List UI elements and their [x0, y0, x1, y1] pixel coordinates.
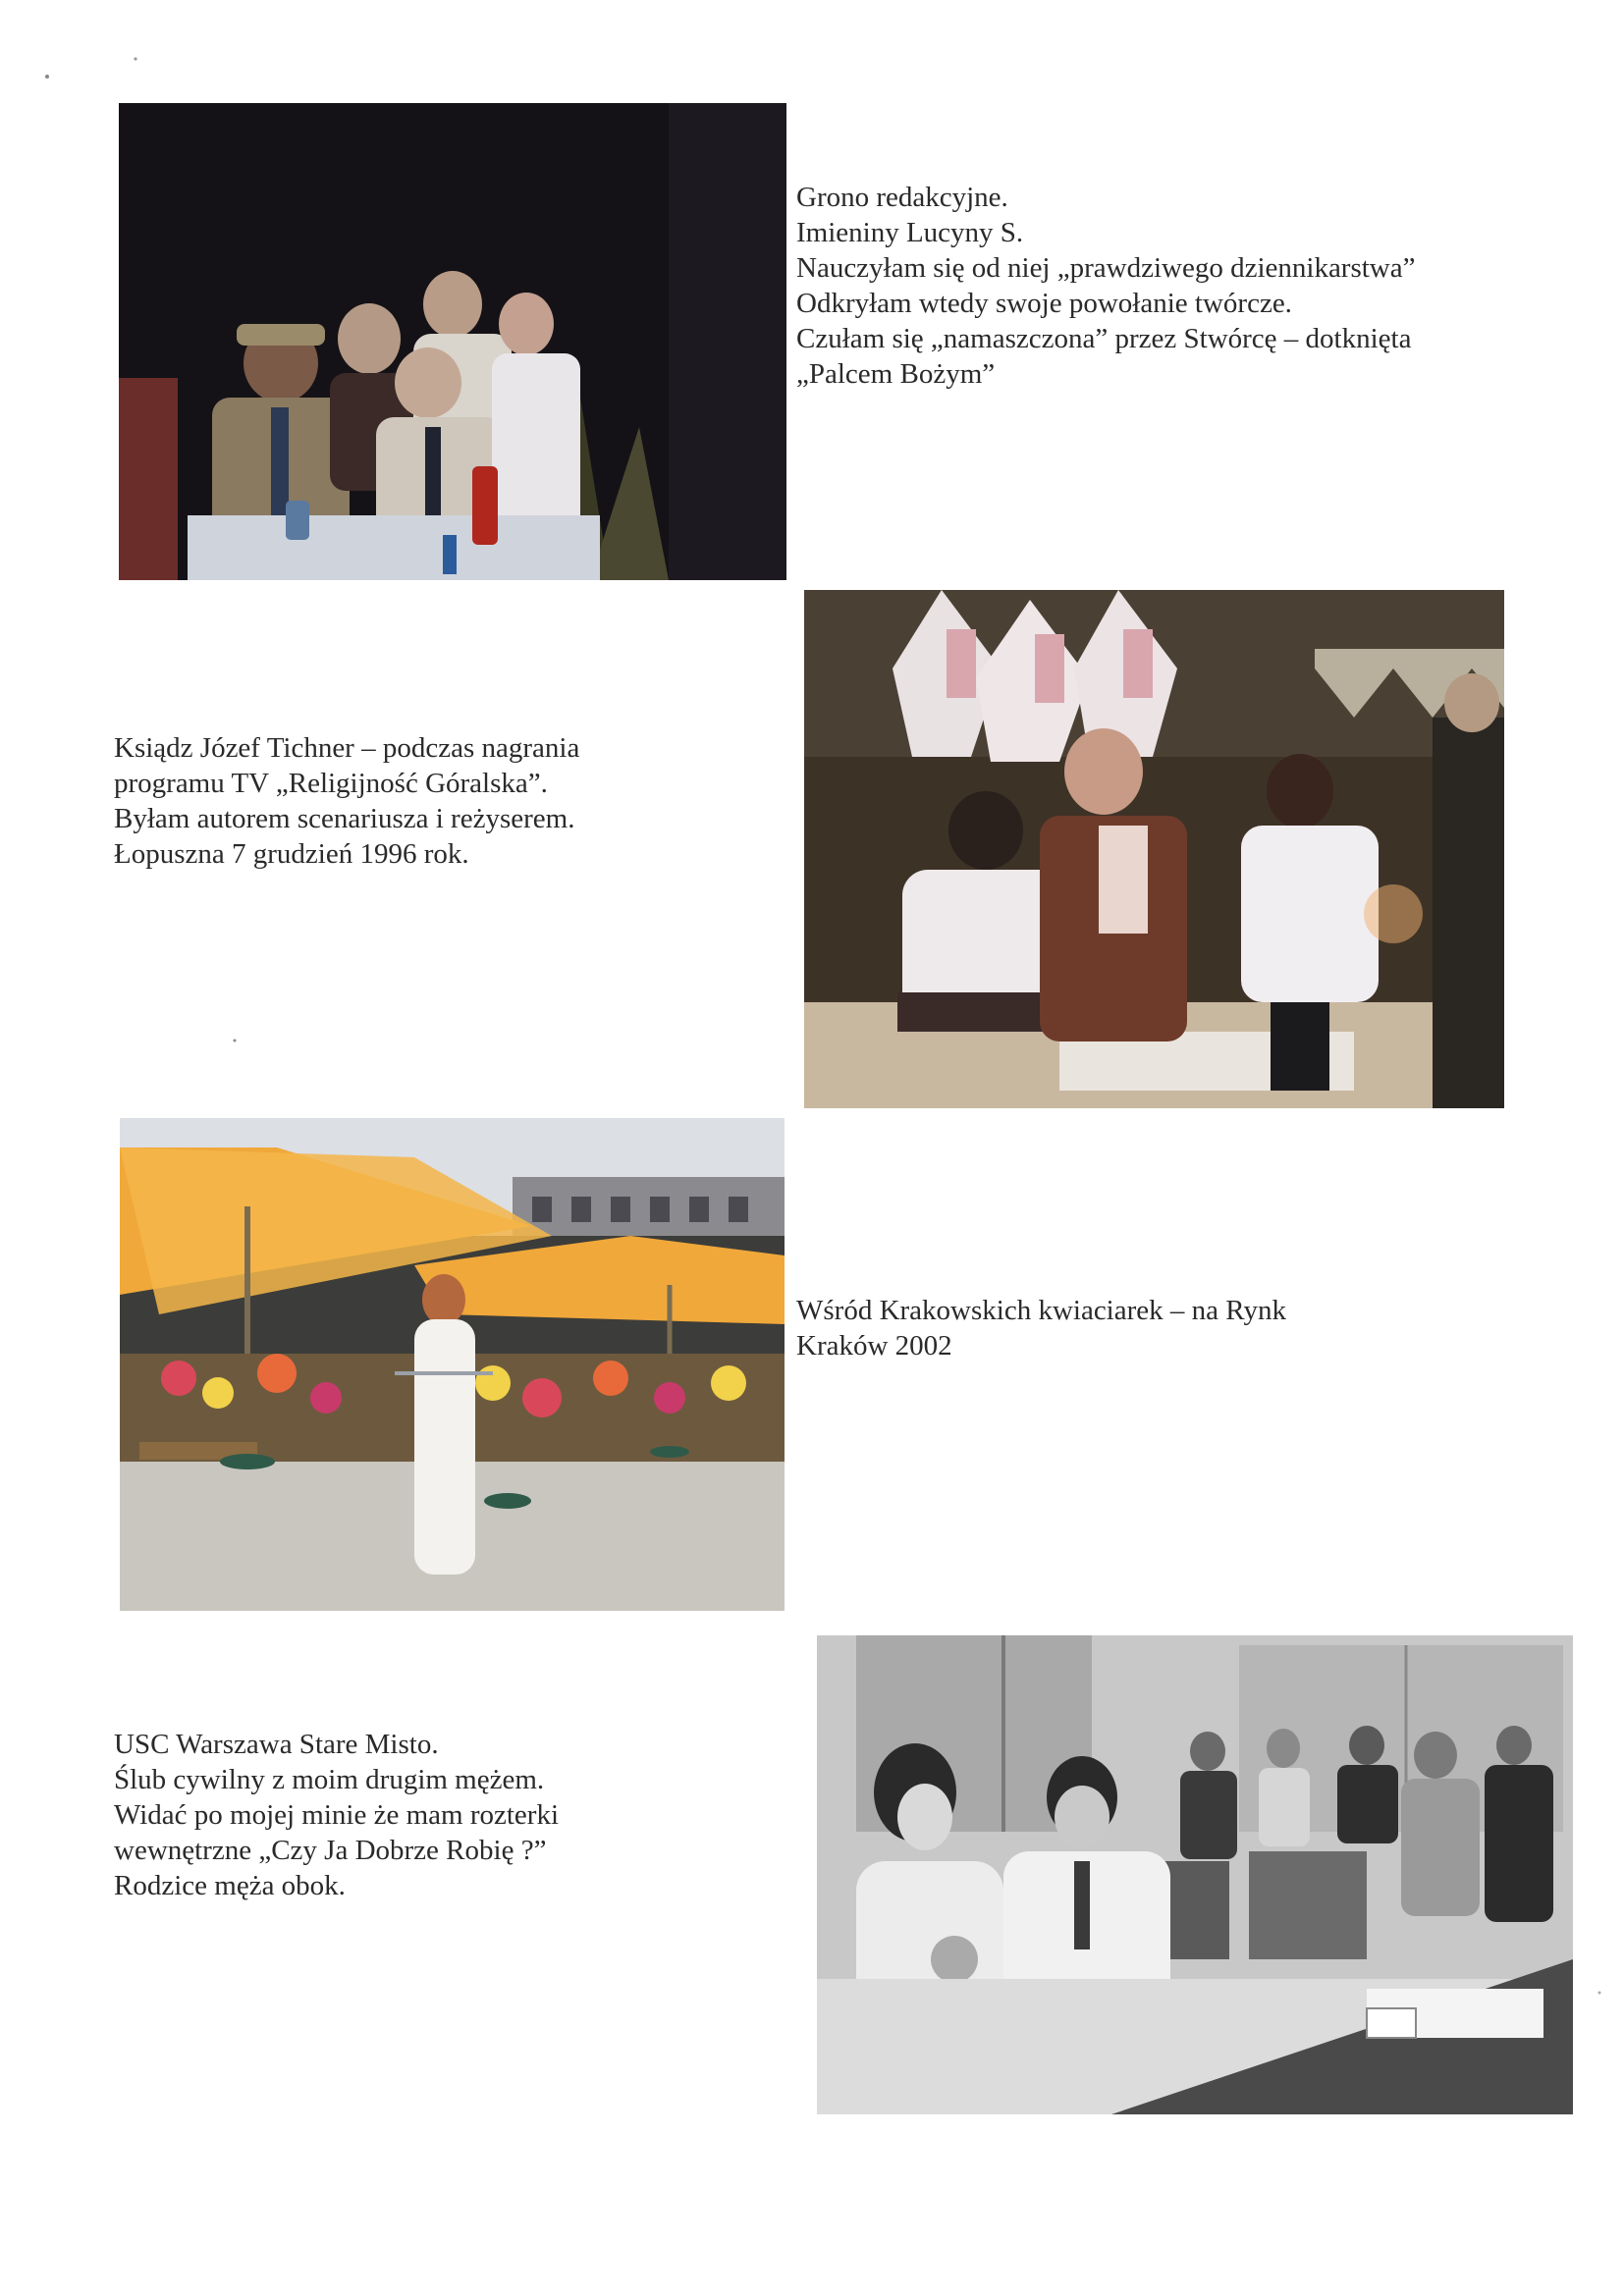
caption-line: Imieniny Lucyny S. — [796, 217, 1024, 248]
caption-line: wewnętrzne „Czy Ja Dobrze Robię ?” — [114, 1835, 547, 1866]
caption-line: Łopuszna 7 grudzień 1996 rok. — [114, 838, 469, 870]
caption-line: Grono redakcyjne. — [796, 182, 1008, 213]
caption-line: Odkryłam wtedy swoje powołanie twórcze. — [796, 288, 1292, 319]
caption-line: programu TV „Religijność Góralska”. — [114, 768, 548, 799]
caption-line: Rodzice męża obok. — [114, 1870, 346, 1901]
caption-line: Widać po mojej minie że mam rozterki — [114, 1799, 559, 1831]
caption-line: Nauczyłam się od niej „prawdziwego dziennikarstwa” — [796, 252, 1416, 284]
caption-line: Kraków 2002 — [796, 1330, 952, 1362]
caption-line: Ksiądz Józef Tichner – podczas nagrania — [114, 732, 580, 764]
caption-line: „Palcem Bożym” — [796, 358, 996, 390]
caption-line: Czułam się „namaszczona” przez Stwórcę – dotknięta — [796, 323, 1412, 354]
caption-line: Ślub cywilny z moim drugim mężem. — [114, 1764, 545, 1795]
caption-line: USC Warszawa Stare Misto. — [114, 1729, 439, 1760]
caption-line: Wśród Krakowskich kwiaciarek – na Rynk — [796, 1295, 1286, 1326]
caption-line: Byłam autorem scenariusza i reżyserem. — [114, 803, 575, 834]
